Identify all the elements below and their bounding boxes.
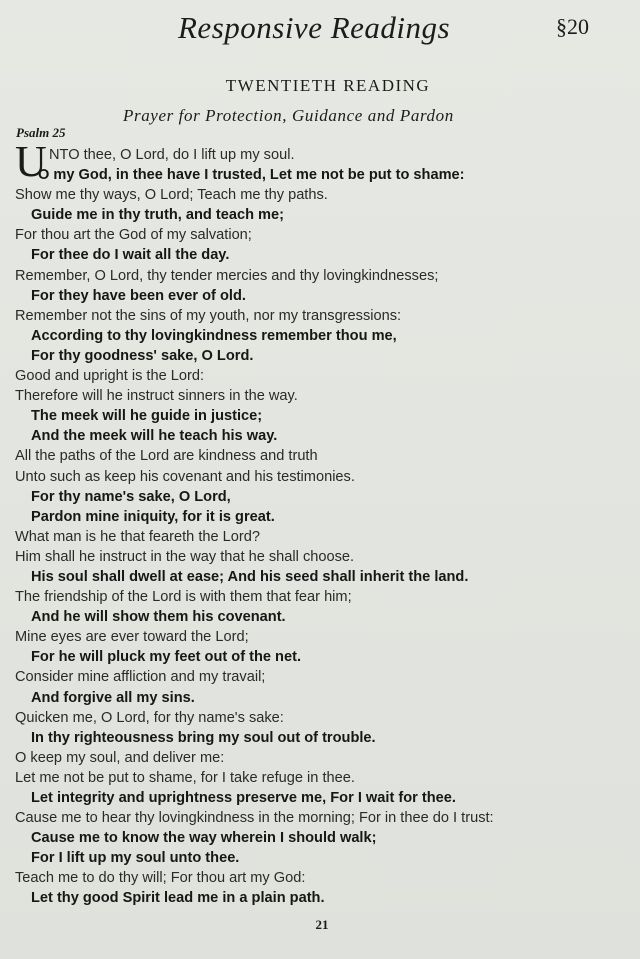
people-response-line: For I lift up my soul unto thee. xyxy=(31,850,240,867)
people-response-line: The meek will he guide in justice; xyxy=(31,408,263,425)
leader-line: For thou art the God of my salvation; xyxy=(15,227,252,244)
running-head: Responsive Readings xyxy=(178,10,451,45)
people-response-line: And the meek will he teach his way. xyxy=(31,428,278,445)
page-number: 21 xyxy=(315,917,329,932)
leader-line: Remember not the sins of my youth, nor my transgressions: xyxy=(15,307,402,324)
people-response-line: Let integrity and uprightness preserve me, For I wait for thee. xyxy=(31,790,456,806)
leader-line: Him shall he instruct in the way that he shall choose. xyxy=(15,548,355,565)
leader-line: Let me not be put to shame, for I take refuge in thee. xyxy=(15,769,355,786)
drop-cap: U xyxy=(15,137,47,186)
leader-line: Quicken me, O Lord, for thy name's sake: xyxy=(15,709,284,726)
people-response-line: Pardon mine iniquity, for it is great. xyxy=(31,508,275,525)
reading-title: TWENTIETH READING xyxy=(225,76,431,95)
people-response-line: His soul shall dwell at ease; And his seed shall inherit the land. xyxy=(31,568,469,585)
people-response-line: For thy goodness' sake, O Lord. xyxy=(31,347,254,364)
leader-line: Good and upright is the Lord: xyxy=(15,368,205,385)
people-response-line: O my God, in thee have I trusted, Let me not be put to shame: xyxy=(38,167,465,184)
leader-line: Show me thy ways, O Lord; Teach me thy paths. xyxy=(15,187,328,204)
reading-subtitle: Prayer for Protection, Guidance and Pardon xyxy=(123,106,454,125)
leader-line: Remember, O Lord, thy tender mercies and thy lovingkindnesses; xyxy=(15,267,439,284)
people-response-line: Guide me in thy truth, and teach me; xyxy=(31,207,284,224)
reading-text xyxy=(0,145,640,909)
people-response-line: In thy righteousness bring my soul out of trouble. xyxy=(31,729,376,746)
leader-line: All the paths of the Lord are kindness and truth xyxy=(15,448,318,465)
people-response-line: For he will pluck my feet out of the net. xyxy=(31,649,302,666)
leader-line: Mine eyes are ever toward the Lord; xyxy=(15,629,249,646)
leader-line: Cause me to hear thy lovingkindness in the morning; For in thee do I trust: xyxy=(15,810,494,827)
people-response-line: For thee do I wait all the day. xyxy=(31,247,230,264)
people-response-line: According to thy lovingkindness remember thou me, xyxy=(31,327,397,344)
people-response-line: Cause me to know the way wherein I should walk; xyxy=(31,830,377,847)
people-response-line: Let thy good Spirit lead me in a plain path. xyxy=(31,890,325,907)
leader-line: Unto such as keep his covenant and his testimonies. xyxy=(15,468,355,485)
leader-line: O keep my soul, and deliver me: xyxy=(15,749,225,766)
section-number: §20 xyxy=(556,14,589,39)
leader-line: Consider mine affliction and my travail; xyxy=(15,669,266,686)
people-response-line: And he will show them his covenant. xyxy=(31,609,286,626)
psalm-reference: Psalm 25 xyxy=(16,125,66,140)
people-response-line: For thy name's sake, O Lord, xyxy=(31,488,231,505)
leader-line: Therefore will he instruct sinners in the way. xyxy=(15,388,298,405)
leader-line: What man is he that feareth the Lord? xyxy=(15,528,260,545)
leader-line: NTO thee, O Lord, do I lift up my soul. xyxy=(49,147,295,163)
people-response-line: And forgive all my sins. xyxy=(31,689,195,706)
people-response-line: For they have been ever of old. xyxy=(31,287,246,304)
leader-line: Teach me to do thy will; For thou art my God: xyxy=(15,870,306,887)
leader-line: The friendship of the Lord is with them that fear him; xyxy=(15,589,352,606)
